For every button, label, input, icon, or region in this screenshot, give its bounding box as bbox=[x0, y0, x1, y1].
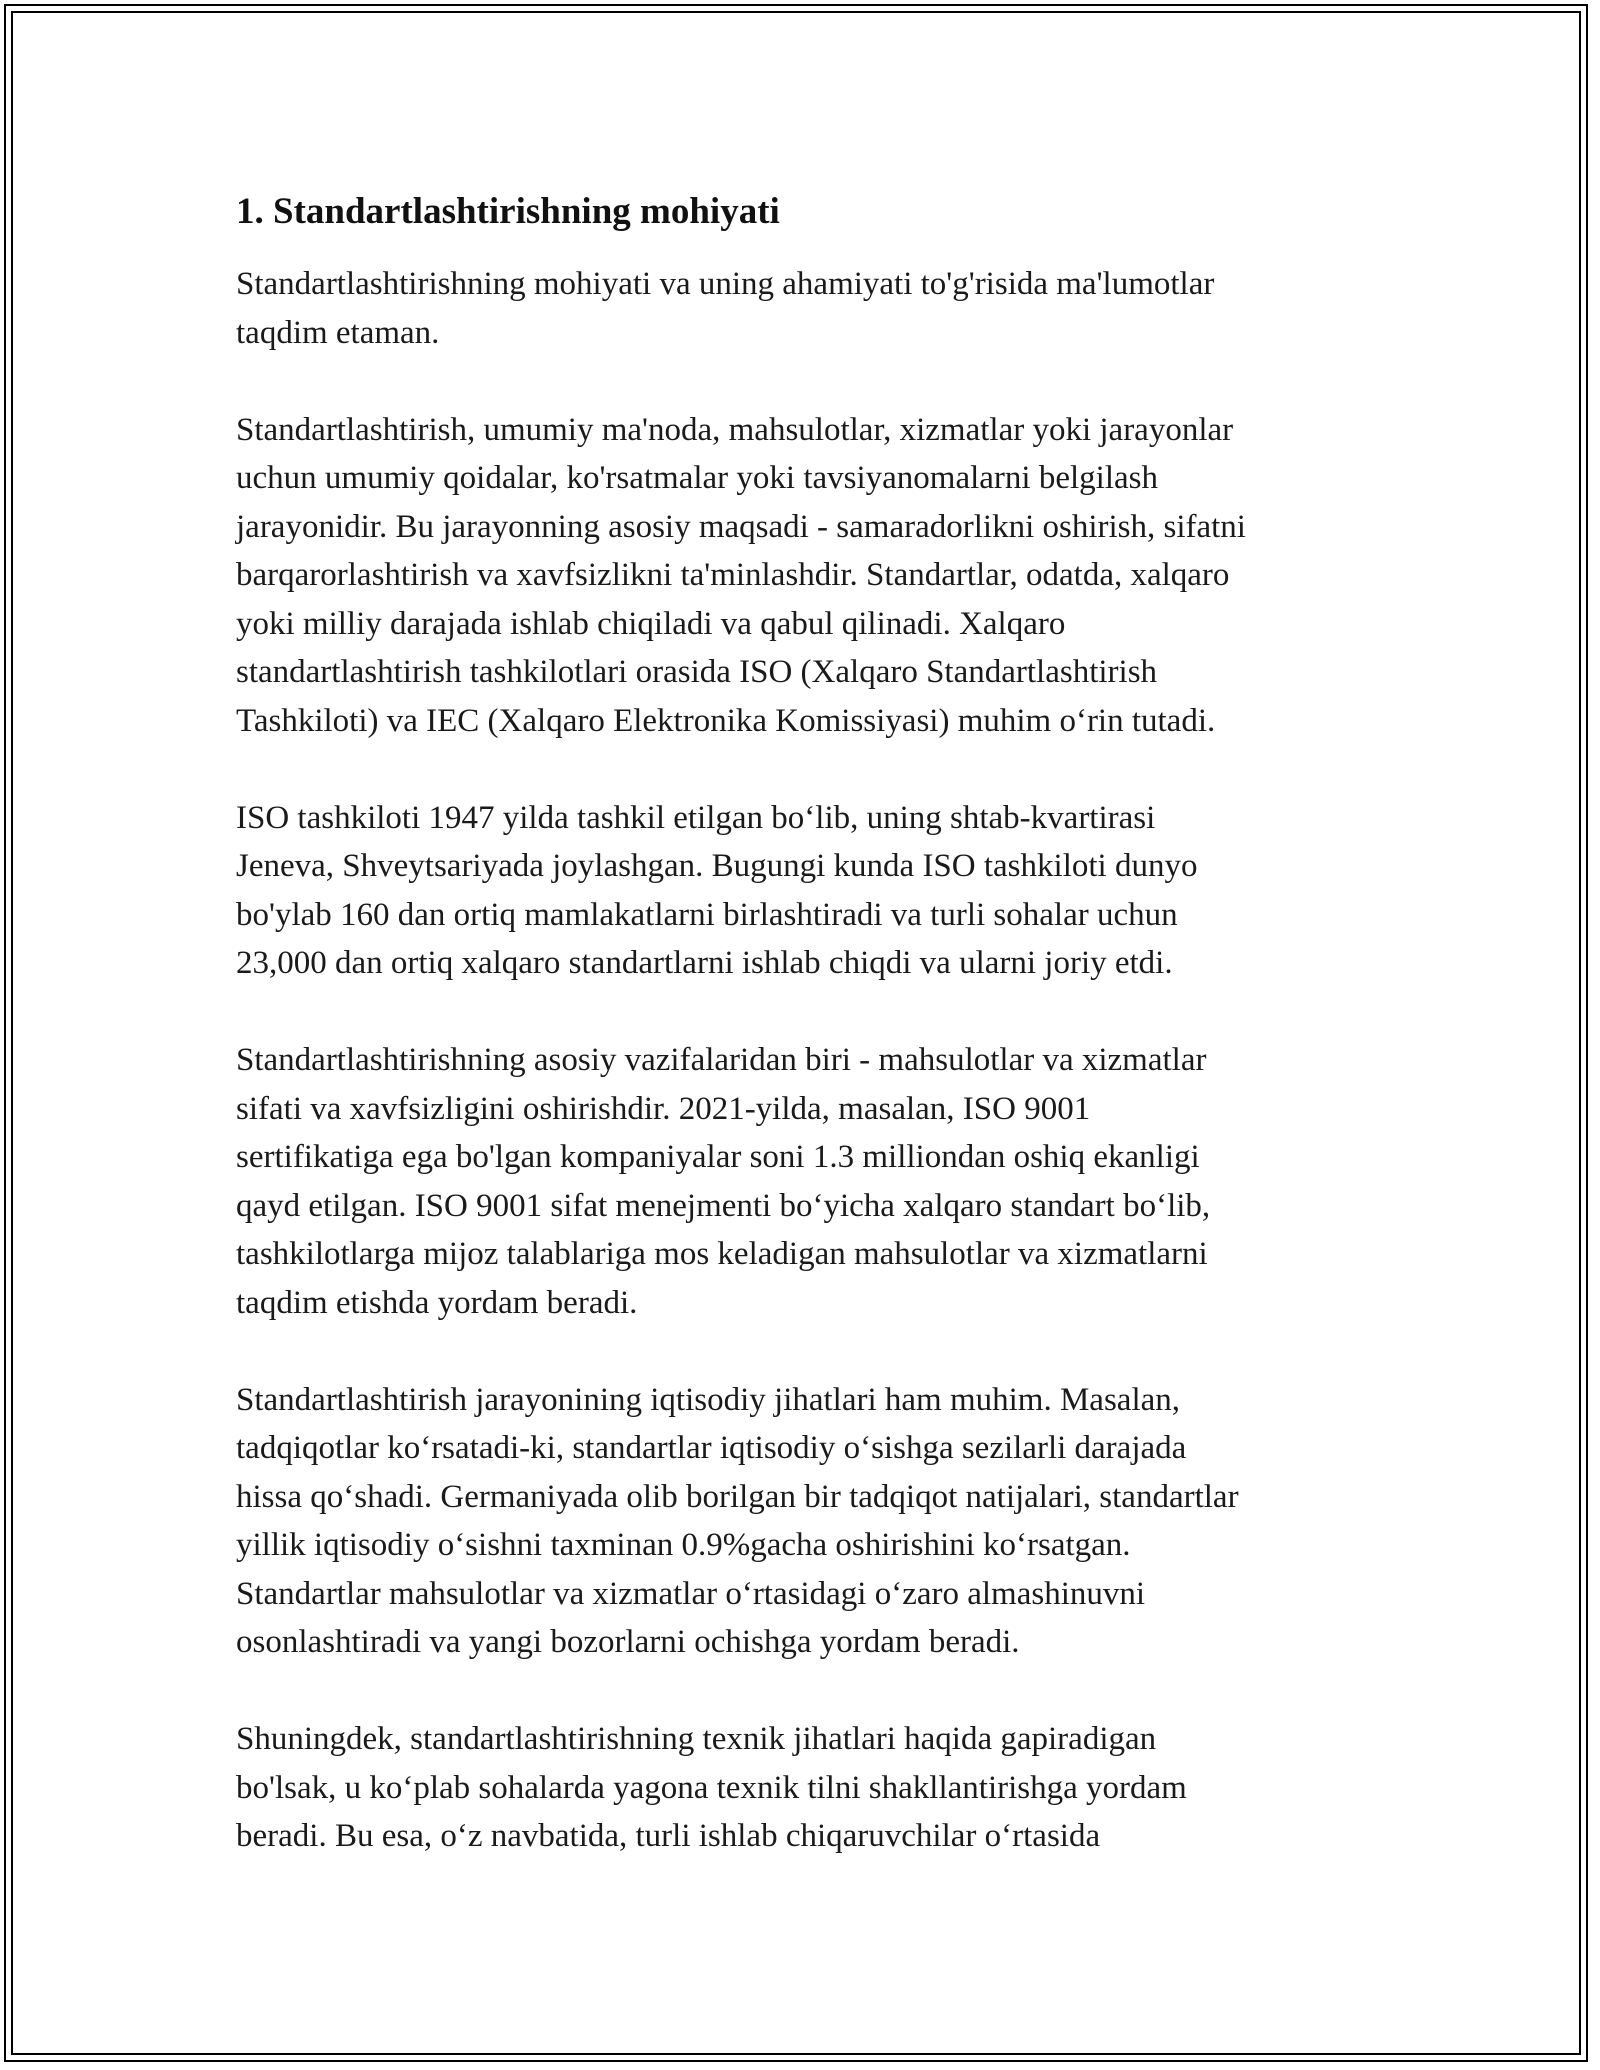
paragraph-definition: Standartlashtirish, umumiy ma'noda, mahsulotlar, xizmatlar yoki jarayonlar uchun umumiy qoidalar, ko'rsatmalar yoki tavsiyanomalarni belgilash jarayonidir. Bu jarayonning asosiy maqsadi - samaradorlikni oshirish, sifatni barqarorlashtirish va xavfsizlikni ta'minlashdir. Standartlar, odatda, xalqaro yoki milliy darajada ishlab chiqiladi va qabul qilinadi. Xalqaro standartlashtirish tashkilotlari orasida ISO (Xalqaro Standartlashtirish Tashkiloti) va IEC (Xalqaro Elektronika Komissiyasi) muhim o‘rin tutadi. bbox=[236, 411, 1246, 739]
paragraph-quality-safety: Standartlashtirishning asosiy vazifalaridan biri - mahsulotlar va xizmatlar sifati va xavfsizligini oshirishdir. 2021-yilda, masalan, ISO 9001 sertifikatiga ega bo'lgan kompaniyalar soni 1.3 milliondan oshiq ekanligi qayd etilgan. ISO 9001 sifat menejmenti bo‘yicha xalqaro standart bo‘lib, tashkilotlarga mijoz talablariga mos keladigan mahsulotlar va xizmatlarni taqdim etishda yordam beradi. bbox=[236, 1042, 1211, 1321]
paragraph-economic-aspects: Standartlashtirish jarayonining iqtisodiy jihatlari ham muhim. Masalan, tadqiqotlar ko‘rsatadi-ki, standartlar iqtisodiy o‘sishga sezilarli darajada hissa qo‘shadi. Germaniyada olib borilgan bir tadqiqot natijalari, standartlar yillik iqtisodiy o‘sishni taxminan 0.9%gacha oshirishini ko‘rsatgan. Standartlar mahsulotlar va xizmatlar o‘rtasidagi o‘zaro almashinuvni osonlashtiradi va yangi bozorlarni ochishga yordam beradi. bbox=[236, 1381, 1239, 1660]
paragraph-intro: Standartlashtirishning mohiyati va uning ahamiyati to'g'risida ma'lumotlar taqdim etaman. bbox=[236, 266, 1215, 351]
document-body bbox=[236, 186, 1376, 1909]
section-heading: 1. Standartlashtirishning mohiyati bbox=[236, 191, 780, 232]
paragraph-iso-history: ISO tashkiloti 1947 yilda tashkil etilgan bo‘lib, uning shtab-kvartirasi Jeneva, Shveytsariyada joylashgan. Bugungi kunda ISO tashkiloti dunyo bo'ylab 160 dan ortiq mamlakatlarni birlashtiradi va turli sohalar uchun 23,000 dan ortiq xalqaro standartlarni ishlab chiqdi va ularni joriy etdi. bbox=[236, 799, 1198, 981]
paragraph-technical-aspects: Shuningdek, standartlashtirishning texnik jihatlari haqida gapiradigan bo'lsak, u ko‘plab sohalarda yagona texnik tilni shakllantirishga yordam beradi. Bu esa, o‘z navbatida, turli ishlab chiqaruvchilar o‘rtasida bbox=[236, 1721, 1187, 1854]
